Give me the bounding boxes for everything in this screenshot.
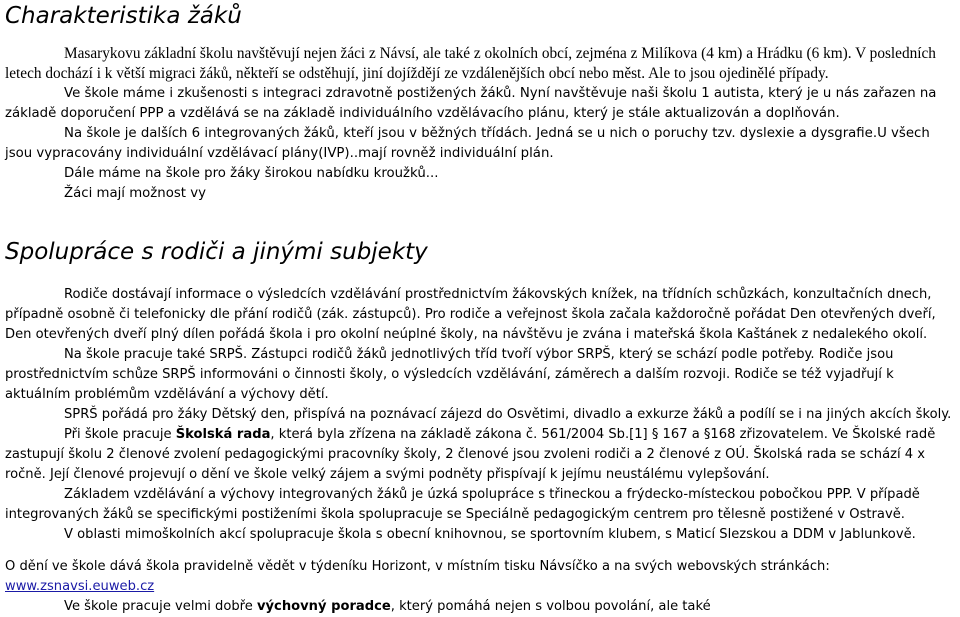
bold-text: výchovný poradce [256,599,391,614]
paragraph: Na škole je dalších 6 integrovaných žáků, kteří jsou v běžných třídách. Jedná se u nich o poruchy tzv. dyslexie a dysgrafie.U všech jsou vypracovány individuální vzdělávací plány(IVP)..mají rovněž individuální plán. [5,126,930,161]
cooperation-body [5,285,957,617]
paragraph: V oblasti mimoškolních akcí spolupracuje škola s obecní knihovnou, se sportovním klubem, s Maticí Slezskou a DDM v Jablunkově. [64,527,916,542]
section-heading-cooperation: Spolupráce s rodiči a jinými subjekty [5,239,428,265]
paragraph: Dále máme na škole pro žáky širokou nabídku kroužků... [64,166,439,181]
paragraph [5,597,957,617]
paragraph: Rodiče dostávají informace o výsledcích vzdělávání prostřednictvím žákovských knížek, na třídních schůzkách, konzultačních dnech, případně osobně či telefonicky dle přání rodičů (zák. zástupců). Pro rodiče a veřejnost škola začala každoročně pořádat Den otevřených dveří, Den otevřených dveří plný dílen pořádá škola i pro okolní neúplné školy, na návštěvu je zvána i mateřská škola Kaštánek z nedalekého okolí. [5,287,936,342]
text: Při škole pracuje [64,427,176,442]
text: , který pomáhá nejen s volbou povolání, ale také [390,599,711,614]
link-line [5,577,957,597]
characteristics-body [5,44,957,204]
bold-text: Školská rada [175,427,271,442]
section-heading-characteristics: Charakteristika žáků [5,3,242,29]
paragraph: Masarykovu základní školu navštěvují nejen žáci z Návsí, ale také z okolních obcí, zejména z Milíkova (4 km) a Hrádku (6 km). V posledních letech dochází i k větší migraci žáků, někteří se odstěhují, jiní dojíždějí ze vzdálenějších obcí nebo měst. Ale to jsou ojedinělé případy. [5,45,936,82]
paragraph: Žáci mají možnost vy [64,186,206,201]
text: , která byla zřízena na základě zákona č. 561/2004 Sb.[1] § 167 a §168 zřizovatelem. Ve Školské radě zastupují školu 2 členové zvolení pedagogickými pracovníky školy, 2 členové jsou zvoleni rodiči a 2 členové z OÚ. Školská rada se schází 4 x ročně. Její členové projevují o dění ve škole velký zájem a svými podněty přispívají k jejímu neustálému vylepšování. [5,427,936,482]
paragraph: SPRŠ pořádá pro žáky Dětský den, přispívá na poznávací zájezd do Osvětimi, divadlo a exkurze žáků a podílí se i na jiných akcích školy. [64,407,952,422]
paragraph: Na škole pracuje také SRPŠ. Zástupci rodičů žáků jednotlivých tříd tvoří výbor SRPŠ, který se schází podle potřeby. Rodiče jsou prostřednictvím schůze SRPŠ informováni o činnosti školy, o výsledcích vzdělávání, záměrech a dalším rozvoji. Rodiče se též vyjadřují k aktuálním problémům vzdělávání a výchovy dětí. [5,347,894,402]
text: Ve škole pracuje velmi dobře [64,599,257,614]
paragraph: O dění ve škole dává škola pravidelně vědět v týdeníku Horizont, v místním tisku Návsíčko a na svých webovských stránkách: [5,559,830,574]
paragraph [5,425,957,485]
website-link[interactable]: www.zsnavsi.euweb.cz [5,579,155,594]
paragraph: Základem vzdělávání a výchovy integrovaných žáků je úzká spolupráce s třineckou a frýdecko-místeckou pobočkou PPP. V případě integrovaných žáků se specifickými postiženími škola spolupracuje se Speciálně pedagogickým centrem pro tělesně postižené v Ostravě. [5,487,920,522]
paragraph: Ve škole máme i zkušenosti s integraci zdravotně postižených žáků. Nyní navštěvuje naši školu 1 autista, který je u nás zařazen na základě doporučení PPP a vzdělává se na základě individuálního vzdělávacího plánu, který je stále aktualizován a doplňován. [5,86,937,121]
